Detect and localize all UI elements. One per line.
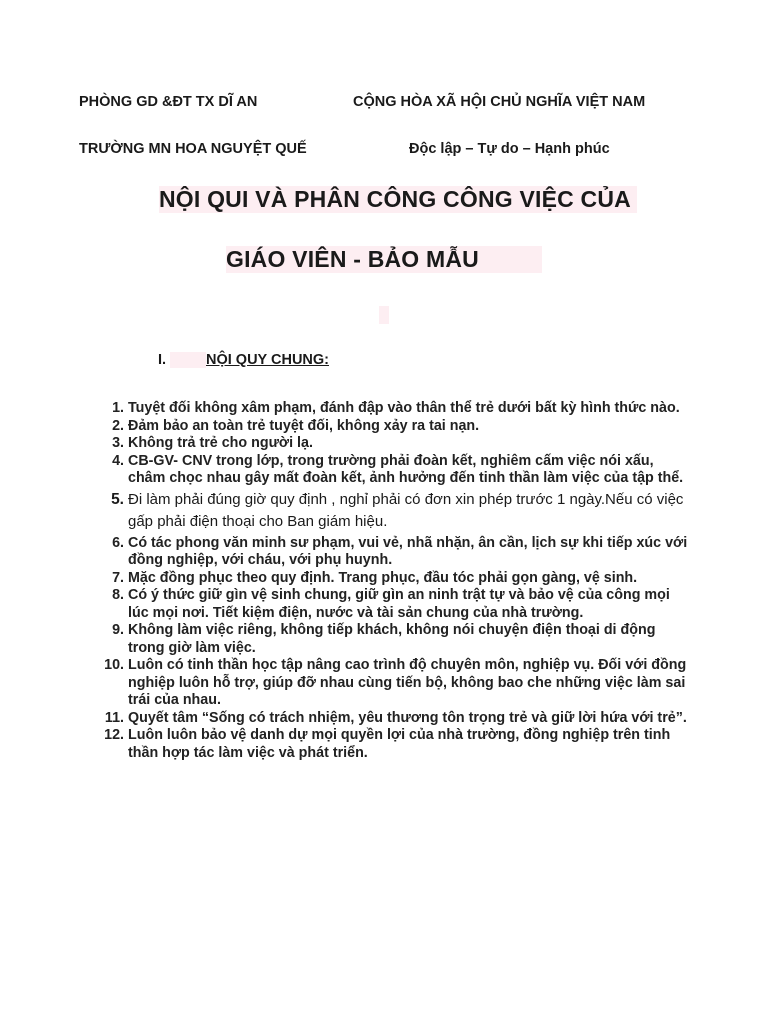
rule-number: 9. (112, 622, 124, 638)
rule-text: Đi làm phải đúng giờ quy định , nghỉ phải có đơn xin phép trước 1 ngày.Nếu có việc gấp phải điện thoại cho Ban giám hiệu. (128, 490, 684, 530)
rule-item (100, 435, 690, 453)
rule-text: Luôn có tinh thần học tập nâng cao trình độ chuyên môn, nghiệp vụ. Đối với đồng nghiệp luôn hỗ trợ, giúp đỡ nhau cùng tiến bộ, không bao che những việc làm sai trái của nhau. (128, 657, 687, 708)
rule-text: Luôn luôn bảo vệ danh dự mọi quyền lợi của nhà trường, đồng nghiệp trên tinh thần hợp tác làm việc và phát triển. (128, 727, 671, 761)
rule-number: 11. (104, 709, 124, 726)
rule-item (100, 570, 690, 588)
rule-text: CB-GV- CNV trong lớp, trong trường phải đoàn kết, nghiêm cấm việc nói xấu, châm chọc nhau gây mất đoàn kết, ảnh hưởng đến tinh thần làm việc của tập thể. (128, 452, 684, 486)
rule-text: Có ý thức giữ gìn vệ sinh chung, giữ gìn an ninh trật tự và bảo vệ của công mọi lúc mọi nơi. Tiết kiệm điện, nước và tài sản chung của nhà trường. (128, 587, 670, 621)
rule-text: Không làm việc riêng, không tiếp khách, không nói chuyện điện thoại di động trong giờ làm việc. (128, 622, 656, 656)
document-title-line1: NỘI QUI VÀ PHÂN CÔNG CÔNG VIỆC CỦA (159, 186, 637, 213)
rule-text: Tuyệt đối không xâm phạm, đánh đập vào thân thể trẻ dưới bất kỳ hình thức nào. (128, 400, 680, 416)
rule-text: Mặc đồng phục theo quy định. Trang phục, đầu tóc phải gọn gàng, vệ sinh. (128, 569, 638, 586)
rule-item (100, 622, 690, 657)
rule-item (100, 489, 690, 533)
national-title: CỘNG HÒA XÃ HỘI CHỦ NGHĨA VIỆT NAM (353, 94, 646, 110)
rule-number: 6. (112, 534, 124, 551)
rule-number: 1. (112, 400, 124, 416)
rule-item (100, 657, 690, 710)
rule-item (100, 535, 690, 570)
section-title: NỘI QUY CHUNG: (206, 352, 329, 368)
section-heading (158, 352, 329, 368)
department-name: PHÒNG GD &ĐT TX DĨ AN (79, 94, 258, 110)
rule-number: 10. (104, 657, 124, 673)
rule-number: 12. (104, 727, 124, 743)
highlight-mark (379, 306, 389, 324)
rule-text: Không trả trẻ cho người lạ. (128, 435, 313, 451)
rule-number: 8. (112, 587, 124, 603)
rules-list (100, 400, 690, 762)
rule-item (100, 453, 690, 488)
rule-item (100, 727, 690, 762)
rule-text: Đảm bảo an toàn trẻ tuyệt đối, không xảy ra tai nạn. (128, 417, 480, 434)
national-motto: Độc lập – Tự do – Hạnh phúc (409, 141, 610, 157)
rule-number: 4. (112, 452, 124, 469)
rule-number: 3. (112, 435, 124, 451)
rule-number: 2. (112, 417, 124, 434)
rule-item (100, 587, 690, 622)
rule-number: 5. (111, 490, 124, 508)
rule-item (100, 400, 690, 418)
rule-item (100, 418, 690, 436)
rule-text: Có tác phong văn minh sư phạm, vui vẻ, nhã nhặn, ân cần, lịch sự khi tiếp xúc với đồng nghiệp, với cháu, với phụ huynh. (128, 534, 688, 568)
section-number: I. (158, 352, 206, 368)
document-title-line2: GIÁO VIÊN - BẢO MẪU (226, 246, 542, 273)
school-name: TRƯỜNG MN HOA NGUYỆT QUẾ (79, 141, 307, 157)
rule-item (100, 710, 690, 728)
rule-number: 7. (112, 569, 124, 586)
rule-text: Quyết tâm “Sống có trách nhiệm, yêu thương tôn trọng trẻ và giữ lời hứa với trẻ”. (128, 709, 687, 726)
